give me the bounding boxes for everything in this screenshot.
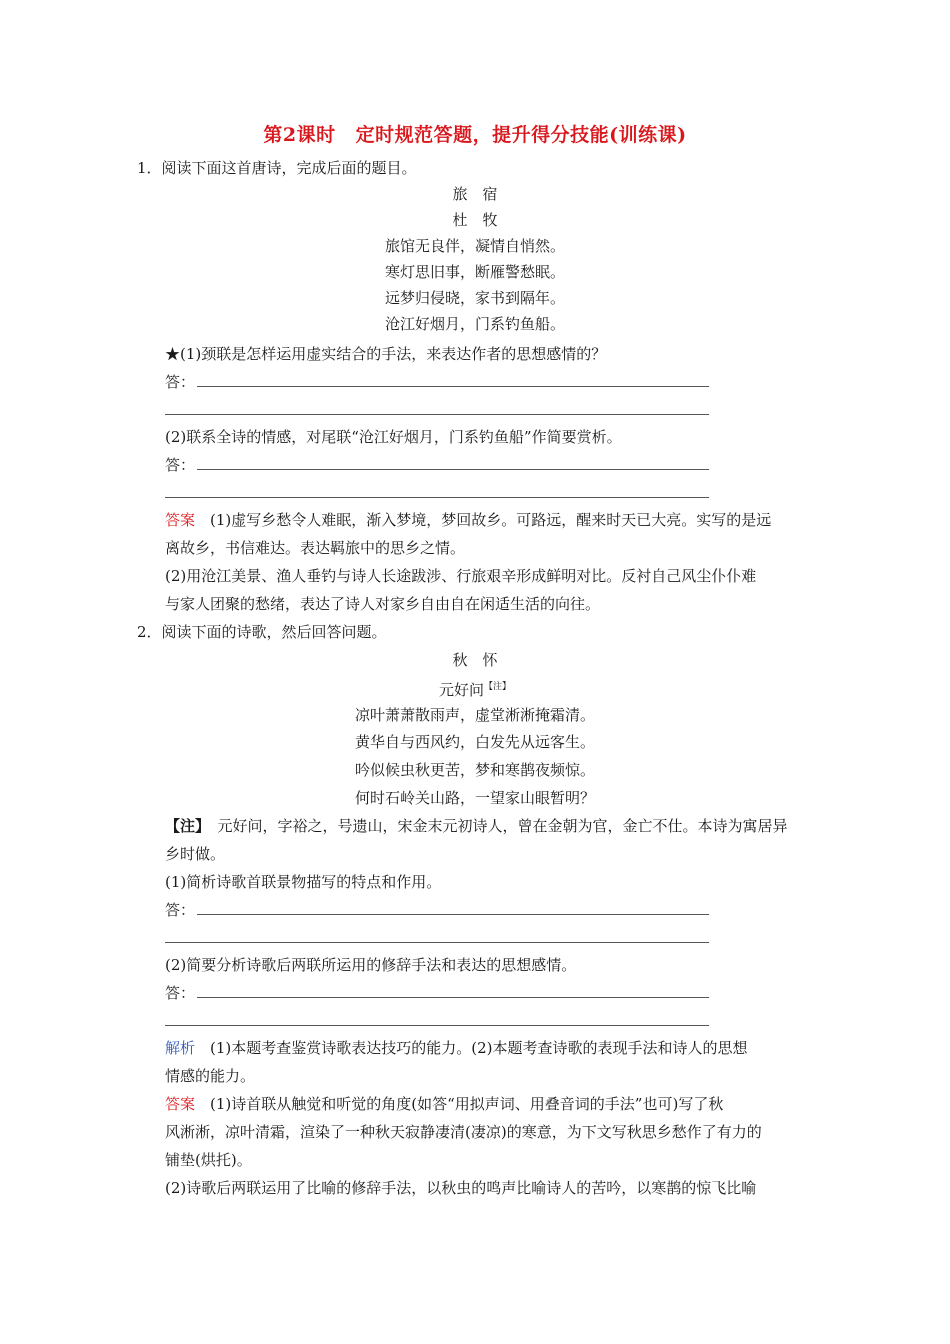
q1-answer-line[interactable] [197, 469, 709, 470]
q1-answer-2-cont: 与家人团聚的愁绪，表达了诗人对家乡自由自在闲适生活的向往。 [165, 595, 601, 613]
q1-sub2: (2)联系全诗的情感，对尾联“沧江好烟月，门系钓鱼船”作简要赏析。 [165, 428, 622, 446]
q1-prompt: 1．阅读下面这首唐诗，完成后面的题目。 [137, 159, 417, 177]
q2-prompt: 2．阅读下面的诗歌，然后回答问题。 [137, 623, 387, 641]
q1-answer-label-2: 答： [165, 456, 196, 474]
q2-answer-2: (2)诗歌后两联运用了比喻的修辞手法，以秋虫的鸣声比喻诗人的苦吟，以寒鹊的惊飞比喻 [165, 1179, 757, 1197]
q2-answer-label-2: 答： [165, 984, 196, 1002]
q2-poem-author [0, 677, 950, 700]
answer-tag: 答案 [165, 1095, 196, 1113]
q2-answer-1-cont: 风淅淅，凉叶清霜，渲染了一种秋天寂静凄清(凄凉)的寒意，为下文写秋思乡愁作了有力的 [165, 1123, 762, 1141]
q1-answer-2: (2)用沧江美景、渔人垂钓与诗人长途跋涉、行旅艰辛形成鲜明对比。反衬自己风尘仆仆难 [165, 567, 757, 585]
answer-text: (1)虚写乡愁令人难眠，渐入梦境，梦回故乡。可路远，醒来时天已大亮。实写的是远 [210, 511, 772, 529]
q2-answer-line[interactable] [165, 942, 709, 943]
q2-answer-line[interactable] [197, 997, 709, 998]
q1-answer-1-cont: 离故乡，书信难达。表达羁旅中的思乡之情。 [165, 539, 466, 557]
q1-sub1: ★(1)颈联是怎样运用虚实结合的手法，来表达作者的思想感情的？ [165, 345, 607, 363]
q2-analysis-cont: 情感的能力。 [165, 1067, 256, 1085]
q1-poem-line: 远梦归侵晓，家书到隔年。 [384, 289, 565, 307]
q2-answer-label-1: 答： [165, 901, 196, 919]
q2-poem-line: 吟似候虫秋更苦，梦和寒鹊夜频惊。 [354, 761, 595, 779]
q2-answer-line[interactable] [197, 914, 709, 915]
q1-answer-label-1: 答： [165, 373, 196, 391]
q2-note [165, 816, 788, 836]
q2-poem-line: 黄华自与西风约，白发先从远客生。 [354, 733, 595, 751]
q1-poem-line: 旅馆无良伴，凝情自悄然。 [384, 237, 565, 255]
author-name: 元好问 [438, 681, 484, 699]
note-text: 元好问，字裕之，号遗山，宋金末元初诗人，曾在金朝为官，金亡不仕。本诗为寓居异 [217, 817, 788, 835]
q1-poem-line: 沧江好烟月，门系钓鱼船。 [384, 315, 565, 333]
q2-poem-line: 何时石岭关山路，一望家山眼暂明？ [354, 789, 595, 807]
q2-sub1: (1)简析诗歌首联景物描写的特点和作用。 [165, 873, 442, 891]
q1-answer-1 [165, 510, 771, 530]
answer-text: (1)诗首联从触觉和听觉的角度(如答“用拟声词、用叠音词的手法”也可)写了秋 [210, 1095, 724, 1113]
q2-poem-title: 秋 怀 [452, 651, 498, 669]
answer-tag: 答案 [165, 511, 196, 529]
lesson-subtitle: 定时规范答题，提升得分技能(训练课) [355, 124, 687, 146]
q1-answer-line[interactable] [197, 386, 709, 387]
q1-poem-author: 杜 牧 [452, 211, 498, 229]
q2-note-cont: 乡时做。 [165, 845, 226, 863]
author-note-ref: 【注】 [484, 682, 512, 692]
q1-poem-title: 旅 宿 [452, 185, 498, 203]
q2-sub2: (2)简要分析诗歌后两联所运用的修辞手法和表达的思想感情。 [165, 956, 577, 974]
page-title [0, 120, 950, 147]
q2-answer-1 [165, 1094, 723, 1114]
lesson-number: 第2课时 [263, 124, 336, 146]
q2-poem-line: 凉叶萧萧散雨声，虚堂淅淅掩霜清。 [354, 706, 595, 724]
q2-answer-1-cont: 铺垫(烘托)。 [165, 1151, 252, 1169]
analysis-text: (1)本题考查鉴赏诗歌表达技巧的能力。(2)本题考查诗歌的表现手法和诗人的思想 [210, 1039, 748, 1057]
q1-answer-line[interactable] [165, 414, 709, 415]
q1-answer-line[interactable] [165, 497, 709, 498]
q2-answer-line[interactable] [165, 1025, 709, 1026]
q1-poem-line: 寒灯思旧事，断雁警愁眠。 [384, 263, 565, 281]
q2-analysis [165, 1038, 748, 1058]
note-label: 【注】 [165, 817, 203, 835]
analysis-tag: 解析 [165, 1039, 196, 1057]
